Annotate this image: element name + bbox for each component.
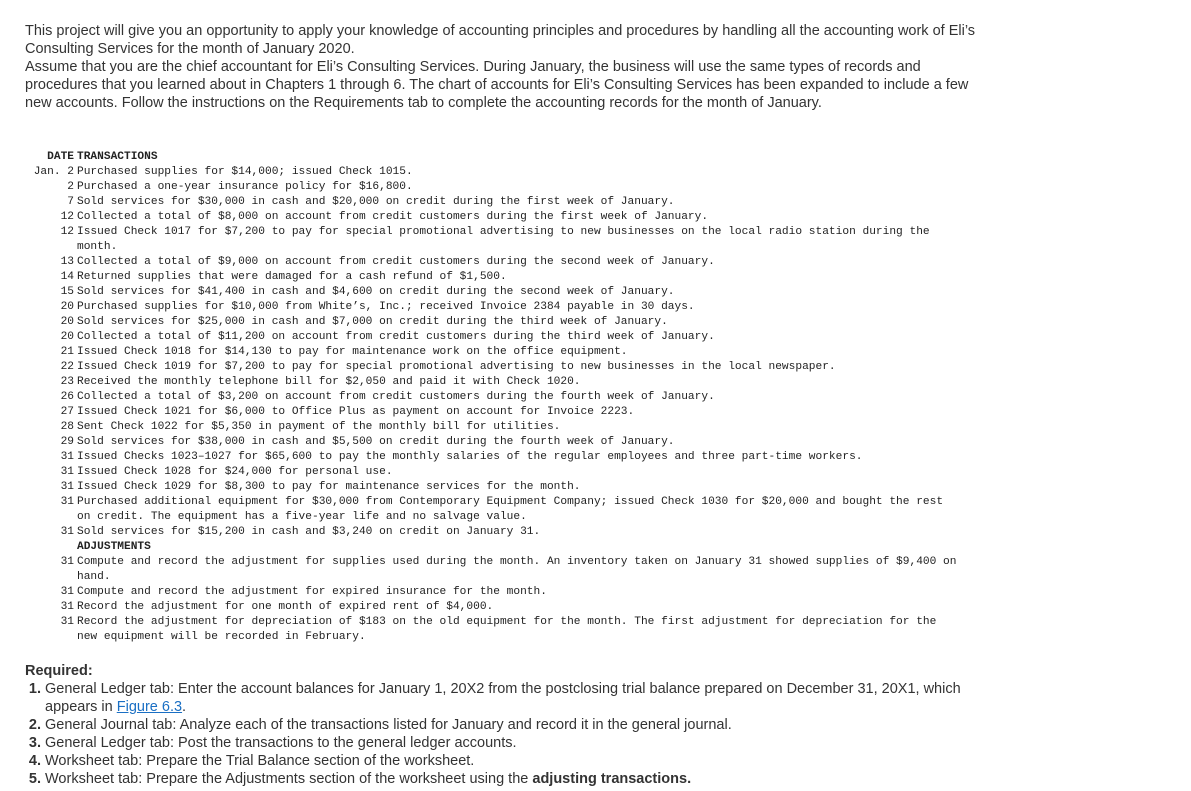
adjustments-heading: ADJUSTMENTS <box>77 541 151 553</box>
transaction-row-date <box>25 375 77 390</box>
transaction-row-day: 28 <box>60 421 74 433</box>
adjustment-row <box>25 585 965 600</box>
adjustment-row-date <box>25 615 77 645</box>
transaction-row-text: Collected a total of $3,200 on account from credit customers during the fourth week of January. <box>77 391 715 403</box>
transaction-row-text: Returned supplies that were damaged for a cash refund of $1,500. <box>77 271 507 283</box>
transaction-row-day: 2 <box>67 166 74 178</box>
transaction-row-day: 2 <box>67 181 74 193</box>
transaction-row-date <box>25 330 77 345</box>
adjustment-row <box>25 600 965 615</box>
requirement-3: 3. General Ledger tab: Post the transactions to the general ledger accounts. <box>45 734 965 752</box>
transaction-row <box>25 330 965 345</box>
transaction-row <box>25 225 965 255</box>
transaction-row <box>25 450 965 465</box>
requirement-1: 1. General Ledger tab: Enter the account balances for January 1, 20X2 from the postclosing trial balance prepared on December 31, 20X1, which appears in Figure 6.3. <box>45 680 965 716</box>
transaction-row <box>25 315 965 330</box>
transaction-row <box>25 360 965 375</box>
transaction-row-date <box>25 480 77 495</box>
transaction-row-day: 31 <box>60 496 74 508</box>
transaction-row <box>25 390 965 405</box>
transaction-row-day: 23 <box>60 376 74 388</box>
transaction-row-text: Collected a total of $11,200 on account from credit customers during the third week of January. <box>77 331 715 343</box>
transaction-row-day: 27 <box>60 406 74 418</box>
transaction-row-day: 15 <box>60 286 74 298</box>
transaction-row-date <box>25 195 77 210</box>
transaction-row-text: Collected a total of $8,000 on account from credit customers during the first week of January. <box>77 211 709 223</box>
transaction-row-day: 21 <box>60 346 74 358</box>
adjustment-row <box>25 555 965 585</box>
transaction-row <box>25 525 965 540</box>
transaction-row-date <box>25 300 77 315</box>
transactions-header <box>25 150 965 165</box>
date-column-header: DATE <box>47 151 74 163</box>
transaction-row-date <box>25 225 77 255</box>
transaction-row-day: 31 <box>60 481 74 493</box>
transaction-row <box>25 375 965 390</box>
transaction-row <box>25 495 965 525</box>
transaction-row <box>25 300 965 315</box>
adjustments-header-row <box>25 540 965 555</box>
transaction-row <box>25 285 965 300</box>
intro-paragraph-1: This project will give you an opportunity to apply your knowledge of accounting principles and procedures by handling all the accounting work of Eli’s Consulting Services for the month of January 2020. <box>25 23 976 57</box>
transactions-list <box>25 150 965 645</box>
transaction-row-date <box>25 345 77 360</box>
transaction-row-text: Sold services for $41,400 in cash and $4,600 on credit during the second week of January. <box>77 286 675 298</box>
transaction-row <box>25 195 965 210</box>
transaction-row <box>25 345 965 360</box>
transaction-row <box>25 210 965 225</box>
transaction-row <box>25 165 965 180</box>
transaction-row <box>25 270 965 285</box>
requirement-2: 2. General Journal tab: Analyze each of the transactions listed for January and record it in the general journal. <box>45 716 965 734</box>
transaction-row-text: Sold services for $15,200 in cash and $3,240 on credit on January 31. <box>77 526 541 538</box>
transaction-row-day: 26 <box>60 391 74 403</box>
transaction-row-date <box>25 465 77 480</box>
transaction-rows <box>25 165 965 540</box>
transaction-row-day: 31 <box>60 466 74 478</box>
transaction-row-date <box>25 285 77 300</box>
adjustment-row <box>25 615 965 645</box>
transaction-row-date <box>25 255 77 270</box>
transaction-row-date <box>25 405 77 420</box>
required-title: Required: <box>25 663 93 679</box>
adjusting-transactions-emphasis: adjusting transactions. <box>532 771 692 787</box>
transaction-row-day: 12 <box>60 211 74 223</box>
transaction-row-date <box>25 390 77 405</box>
transaction-row-text: Issued Check 1017 for $7,200 to pay for special promotional advertising to new businesses on the local radio station during the month. <box>77 226 930 253</box>
figure-6-3-link[interactable]: Figure 6.3 <box>116 699 183 715</box>
transactions-column-header: TRANSACTIONS <box>77 151 158 163</box>
transaction-row-text: Sold services for $25,000 in cash and $7,000 on credit during the third week of January. <box>77 316 668 328</box>
transaction-row <box>25 435 965 450</box>
adjustment-row-date <box>25 600 77 615</box>
adjustment-row-date <box>25 555 77 585</box>
transaction-row-date <box>25 435 77 450</box>
transaction-row <box>25 255 965 270</box>
adjustment-row-text: Record the adjustment for one month of expired rent of $4,000. <box>77 601 494 613</box>
transaction-row-day: 29 <box>60 436 74 448</box>
requirement-4: 4. Worksheet tab: Prepare the Trial Balance section of the worksheet. <box>45 752 965 770</box>
requirement-5: 5. Worksheet tab: Prepare the Adjustments section of the worksheet using the adjusting transactions. <box>45 770 965 788</box>
adjustment-rows <box>25 555 965 645</box>
transaction-row <box>25 420 965 435</box>
transaction-row-text: Collected a total of $9,000 on account from credit customers during the second week of January. <box>77 256 715 268</box>
transaction-row-text: Issued Check 1021 for $6,000 to Office Plus as payment on account for Invoice 2223. <box>77 406 635 418</box>
transaction-row-text: Sent Check 1022 for $5,350 in payment of the monthly bill for utilities. <box>77 421 561 433</box>
transaction-row-date <box>25 210 77 225</box>
transaction-row-text: Purchased supplies for $10,000 from White’s, Inc.; received Invoice 2384 payable in 30 days. <box>77 301 695 313</box>
transaction-row-text: Sold services for $30,000 in cash and $20,000 on credit during the first week of January. <box>77 196 675 208</box>
transaction-row-date <box>25 360 77 375</box>
transaction-row-text: Issued Check 1019 for $7,200 to pay for special promotional advertising to new businesses in the local newspaper. <box>77 361 836 373</box>
transaction-row-day: 22 <box>60 361 74 373</box>
intro-section <box>25 22 985 112</box>
transaction-row-date <box>25 450 77 465</box>
transaction-row-text: Purchased additional equipment for $30,000 from Contemporary Equipment Company; issued Check 1030 for $20,000 and bought the rest on credit. The equipment has a five-year life and no salvage value. <box>77 496 944 523</box>
transaction-row-day: 14 <box>60 271 74 283</box>
transaction-row-date <box>25 165 77 180</box>
transaction-row-text: Purchased supplies for $14,000; issued Check 1015. <box>77 166 413 178</box>
adjustment-row-day: 31 <box>60 616 74 628</box>
requirements-list <box>25 680 965 788</box>
transaction-row-day: 13 <box>60 256 74 268</box>
transaction-row-day: 12 <box>60 226 74 238</box>
transaction-row-day: 31 <box>60 526 74 538</box>
transaction-row-date <box>25 270 77 285</box>
transaction-row-date <box>25 420 77 435</box>
transaction-row-day: 31 <box>60 451 74 463</box>
transaction-row-text: Purchased a one-year insurance policy for $16,800. <box>77 181 413 193</box>
adjustment-row-day: 31 <box>60 556 74 568</box>
adjustment-row-text: Compute and record the adjustment for expired insurance for the month. <box>77 586 547 598</box>
month-label: Jan. <box>33 166 61 178</box>
transaction-row-text: Sold services for $38,000 in cash and $5,500 on credit during the fourth week of January. <box>77 436 675 448</box>
intro-paragraph-2: Assume that you are the chief accountant for Eli’s Consulting Services. During January, the business will use the same types of records and procedures that you learned about in Chapters 1 through 6. The chart of accounts for Eli’s Consulting Services has been expanded to include a few new accounts. Follow the instructions on the Requirements tab to complete the accounting records for the month of January. <box>25 59 969 111</box>
transaction-row <box>25 465 965 480</box>
transaction-row-day: 20 <box>60 331 74 343</box>
adjustment-row-date <box>25 585 77 600</box>
transaction-row-text: Received the monthly telephone bill for $2,050 and paid it with Check 1020. <box>77 376 581 388</box>
transaction-row-text: Issued Check 1028 for $24,000 for personal use. <box>77 466 393 478</box>
adjustment-row-text: Record the adjustment for depreciation of $183 on the old equipment for the month. The first adjustment for depreciation for the new equipment will be recorded in February. <box>77 616 937 643</box>
transaction-row-text: Issued Check 1029 for $8,300 to pay for maintenance services for the month. <box>77 481 581 493</box>
adjustment-row-text: Compute and record the adjustment for supplies used during the month. An inventory taken on January 31 showed supplies of $9,400 on hand. <box>77 556 957 583</box>
transaction-row-day: 7 <box>67 196 74 208</box>
transaction-row <box>25 180 965 195</box>
transaction-row <box>25 480 965 495</box>
adjustment-row-day: 31 <box>60 601 74 613</box>
transaction-row-day: 20 <box>60 316 74 328</box>
adjustment-row-day: 31 <box>60 586 74 598</box>
transaction-row-date <box>25 315 77 330</box>
transaction-row-date <box>25 180 77 195</box>
transaction-row-day: 20 <box>60 301 74 313</box>
transaction-row <box>25 405 965 420</box>
transaction-row-text: Issued Check 1018 for $14,130 to pay for maintenance work on the office equipment. <box>77 346 628 358</box>
requirements-section <box>25 662 965 788</box>
transaction-row-text: Issued Checks 1023–1027 for $65,600 to pay the monthly salaries of the regular employees and three part-time workers. <box>77 451 863 463</box>
transaction-row-date <box>25 525 77 540</box>
transaction-row-date <box>25 495 77 525</box>
